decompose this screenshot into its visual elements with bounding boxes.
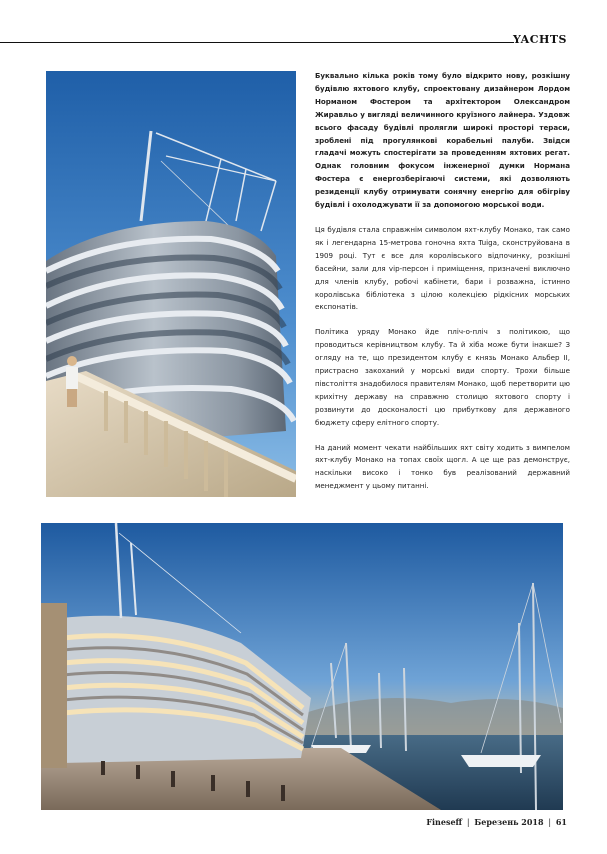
header-rule <box>0 42 514 43</box>
article-paragraph: На даний момент чекати найбільших яхт світу ходить з вимпелом яхт-клубу Монако на топах своїх щогл. А це ще раз демонструє, наскільки високо і тонко був реалізований державний менеджмент у цьому питанні. <box>315 442 570 491</box>
footer-separator: | <box>548 818 552 827</box>
article-paragraph: Політика уряду Монако йде пліч-о-пліч з політикою, що проводиться керівництвом клубу. Та й хіба може бути інакше? З огляду на те, що президентом клубу є князь Монако Альбер ІІ, пристрасно закоханий у морські види спорту. Трохи більше півстоліття знадобилося правителям Монако, щоб перетворити цю крихітну державу на справжню столицю яхтового спорту і розвинути до досконалості цю прибуткову для державного бюджету сферу елітного спорту. <box>315 327 570 427</box>
article-paragraph: Буквально кілька років тому було відкрито нову, розкішну будівлю яхтового клубу, спроектовану дизайнером Лордом Норманом Фостером та архітектором Олександром Жиравльо у вигляді величинного круїзного лайнера. Уздовж всього фасаду будівлі пролягли широкі просторі тераси, зроблені під прогулянкові корабельні палуби. Звідси гладачі можуть спостерігати за проведенням яхтових регат. Однак головним фокусом інженерної думки Нормана Фостера є енергозберігаючі системи, які дозволяють резиденції клубу отримувати сонячну енергію для обігріву будівлі і охолоджувати її за допомогою морської води. <box>315 71 570 210</box>
footer-separator: | <box>466 818 470 827</box>
issue-date: Березень 2018 <box>474 817 544 827</box>
yacht-club-tower-photo <box>46 71 296 497</box>
yacht-club-marina-render <box>41 523 563 810</box>
page-number: 61 <box>555 817 567 827</box>
page-footer <box>426 817 567 827</box>
article-paragraph: Ця будівля стала справжнім символом яхт-клубу Монако, так само як і легендарна 15-метрова гоночна яхта Tuiga, сконструйована в 1909 році. Тут є все для королівського відпочинку, розкішні басейни, зали для vip-персон і приміщення, призначені виключно для членів клубу, робочі кабінети, бари і розважна, істинно королівська бібліотека з цілою колекцією рідкісних морських експонатів. <box>315 224 570 312</box>
section-title: YACHTS <box>513 33 567 46</box>
magazine-name: Fineseff <box>426 817 463 827</box>
article-body <box>315 70 570 505</box>
